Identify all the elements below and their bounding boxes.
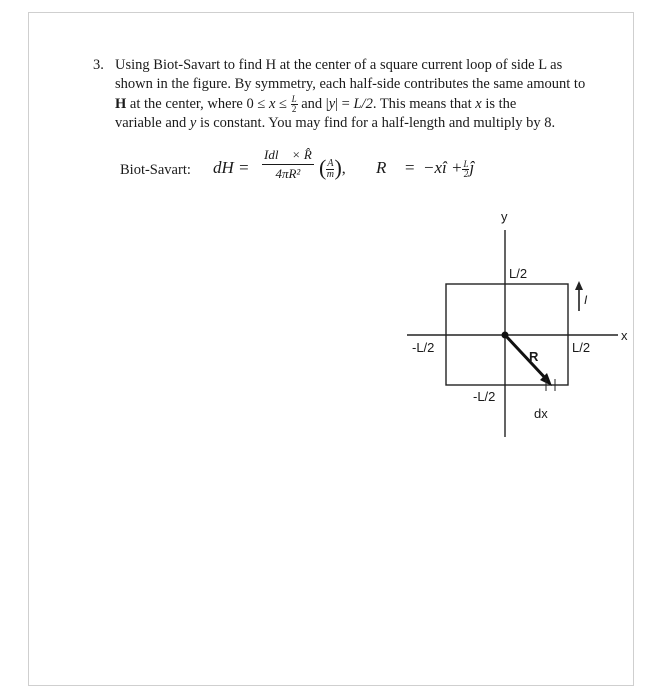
var-y: y <box>328 95 336 112</box>
top-label: L/2 <box>509 266 528 281</box>
text-segment: | = <box>335 95 354 112</box>
frac-num: L <box>291 94 297 104</box>
r-label: R <box>529 349 539 364</box>
text-segment: ≤ <box>275 95 291 112</box>
bottom-label: -L/2 <box>473 389 496 404</box>
text-segment: is the <box>481 95 517 112</box>
l-half: L/2 <box>353 95 373 112</box>
text-segment: variable and <box>115 115 190 131</box>
paren-open: ( <box>319 155 327 180</box>
fraction-denominator: 4πR² <box>275 166 301 181</box>
var-y: y <box>189 115 197 131</box>
var-x: x <box>475 95 482 112</box>
text-segment: is constant. You may find for a half-length and multiply by 8. <box>196 115 556 131</box>
text-segment: . This means that <box>372 95 476 112</box>
r-vector-line <box>505 335 548 381</box>
j-hat: ĵ <box>469 158 475 177</box>
dx-label: dx <box>534 406 548 421</box>
paren-close: ) <box>334 155 342 180</box>
question-number: 3. <box>93 57 104 73</box>
frac-den: 2 <box>291 104 297 114</box>
text-segment: and | <box>297 95 329 112</box>
y-axis-label: y <box>501 209 508 224</box>
current-label: I <box>584 293 588 307</box>
r-vector-lhs: R⃗ = <box>376 158 416 177</box>
current-arrow-head <box>575 281 583 290</box>
question-line-2-text: shown in the figure. By symmetry, each half-side contributes the same amount to <box>115 76 586 92</box>
x-axis-label: x <box>621 328 628 343</box>
question-line-1-text: Using Biot-Savart to find H at the center of a square current loop of side L as <box>115 57 563 73</box>
fraction-numerator: Idl⃗ × R̂ <box>262 146 314 165</box>
r-frac-num: L <box>463 158 469 169</box>
var-x: x <box>268 95 276 112</box>
text-segment: at the center, where 0 ≤ <box>126 95 269 112</box>
right-label: L/2 <box>572 340 591 355</box>
equation-label: Biot-Savart: <box>120 162 191 178</box>
left-label: -L/2 <box>412 340 435 355</box>
r-frac-den: 2 <box>463 168 469 179</box>
h-symbol: H <box>115 95 127 112</box>
unit-den: m <box>326 168 334 180</box>
r-vector-terms: −xî + <box>423 158 463 177</box>
equation-lhs: dH = <box>213 158 250 177</box>
unit-num: A <box>327 157 334 169</box>
separator: , <box>341 160 346 177</box>
